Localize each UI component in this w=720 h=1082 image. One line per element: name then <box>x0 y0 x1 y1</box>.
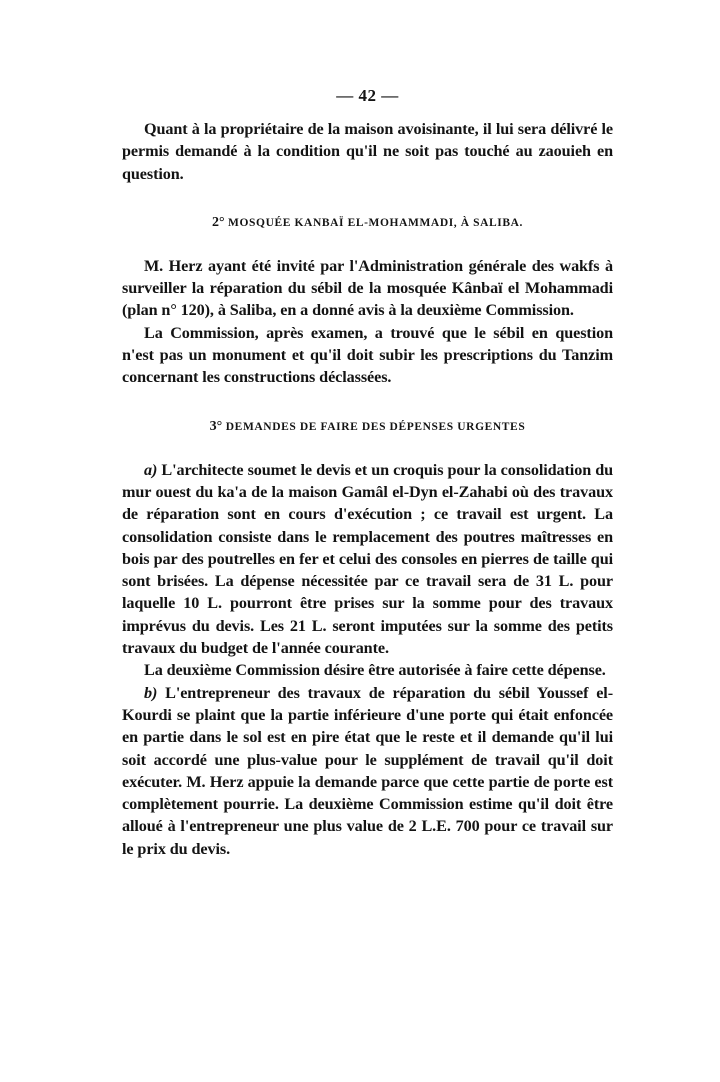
item-a-paragraph <box>122 459 613 660</box>
intro-paragraph: Quant à la propriétaire de la maison avoisinante, il lui sera délivré le permis demandé à la condition qu'il ne soit pas touché au zaouieh en question. <box>122 120 613 183</box>
section-heading-3 <box>122 419 613 435</box>
item-b-text: L'entrepreneur des travaux de réparation du sébil Youssef el-Kourdi se plaint que la partie inférieure d'une porte qui était enfoncée en partie dans le sol est en pire état que le reste et il demande qu'il lui soit accordé une plus-value pour le supplément de travail qu'il doit exécuter. M. Herz appuie la demande parce que cette partie de porte est complètement pourrie. La deuxième Commission estime qu'il doit être alloué à l'entrepreneur une plus value de 2 L.E. 700 pour ce travail sur le prix du devis. <box>122 683 613 858</box>
item-letter-a: a) <box>144 460 158 479</box>
item-letter-b: b) <box>144 683 158 702</box>
page-number: — 42 — <box>336 86 399 105</box>
item-a-text: L'architecte soumet le devis et un croquis pour la consolidation du mur ouest du ka'a de la maison Gamâl el-Dyn el-Zahabi où des travaux de réparation sont en cours d'exécution ; ce travail est urgent. La consolidation consiste dans le remplacement des poutres maîtresses en bois par des poutrelles en fer et celui des consoles en pierres de taille qui sont brisées. La dépense nécessitée par ce travail sera de 31 L. pour laquelle 10 L. pourront être prises sur la somme pour des travaux imprévus du devis. Les 21 L. seront imputées sur la somme des petits travaux du budget de l'année courante. <box>122 460 613 658</box>
section2-paragraph-1: M. Herz ayant été invité par l'Administration générale des wakfs à surveiller la réparation du sébil de la mosquée Kânbaï el Mohammadi (plan n° 120), à Saliba, en a donné avis à la deuxième Commission. <box>122 256 613 320</box>
section-number: 3° <box>209 418 223 434</box>
document-page <box>122 84 613 860</box>
section-title: MOSQUÉE KANBAÏ EL-MOHAMMADI, À SALIBA. <box>228 216 524 229</box>
section-heading-2 <box>122 215 613 231</box>
section-number: 2° <box>211 214 225 230</box>
section2-paragraph-2: La Commission, après examen, a trouvé que le sébil en question n'est pas un monument et qu'il doit subir les prescriptions du Tanzim concernant les constructions déclassées. <box>122 323 613 387</box>
section-title: DEMANDES DE FAIRE DES DÉPENSES URGENTES <box>225 420 526 433</box>
item-b-paragraph <box>122 682 613 860</box>
item-a-followup: La deuxième Commission désire être autorisée à faire cette dépense. <box>144 661 606 680</box>
